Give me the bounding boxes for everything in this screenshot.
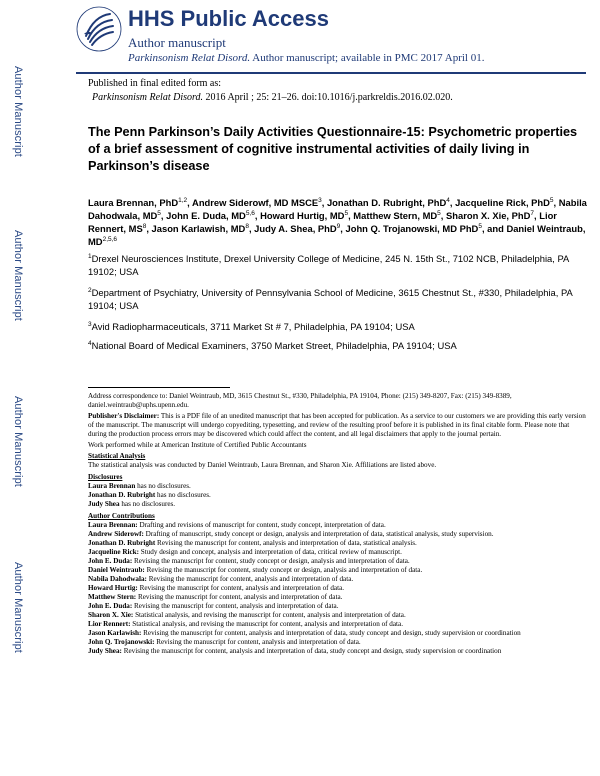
- author-name: Jason Karlawish, MD: [151, 223, 246, 234]
- author-separator: ,: [340, 223, 346, 234]
- person-name: Laura Brennan: [88, 482, 136, 490]
- author-affiliation-marker: 5,6: [245, 209, 255, 217]
- author-separator: ,: [348, 210, 354, 221]
- person-name: Daniel Weintraub:: [88, 566, 145, 574]
- author-separator: ,: [440, 210, 446, 221]
- person-name: Lior Rennert:: [88, 620, 131, 628]
- footnotes: [88, 392, 588, 659]
- affiliation-text: Avid Radiopharmaceuticals, 3711 Market St # 7, Philadelphia, PA 19104; USA: [91, 321, 415, 332]
- author-affiliation-marker: 1,2: [178, 196, 188, 204]
- publisher-disclaimer: [88, 412, 588, 439]
- affiliation-text: Department of Psychiatry, University of Pennsylvania School of Medicine, 3615 Chestnut St., #330, Philadelphia, PA 19104; USA: [88, 287, 573, 311]
- person-text: Revising the manuscript for content, analysis and interpretation of data, statistical analysis.: [155, 539, 417, 547]
- person-name: Andrew Siderowf:: [88, 530, 144, 538]
- hhs-eagle-logo-icon: [76, 6, 122, 52]
- author-name: Lior Rennert, MS: [88, 210, 557, 234]
- author-name: Sharon X. Xie, PhD: [446, 210, 531, 221]
- contribution-item: [88, 566, 588, 575]
- citation-line: [88, 91, 453, 105]
- person-name: Jonathan D. Rubright: [88, 539, 156, 547]
- author-name: Jonathan D. Rubright, PhD: [326, 197, 447, 208]
- disclosure-item: [88, 482, 588, 491]
- contribution-item: [88, 638, 588, 647]
- contribution-item: [88, 611, 588, 620]
- person-text: Statistical analysis, and revising the manuscript for content, analysis and interpretation of data.: [130, 620, 403, 628]
- person-text: has no disclosures.: [135, 482, 191, 490]
- person-text: Drafting of manuscript, study concept or design, analysis and interpretation of data, statistical analysis, study supervision.: [143, 530, 494, 538]
- author-affiliation-marker: 2,5,6: [102, 235, 118, 243]
- author-separator: ,: [553, 197, 559, 208]
- affiliation-text: Drexel Neurosciences Institute, Drexel University College of Medicine, 245 N. 15th St., 7102 NCB, Philadelphia, PA 19102; USA: [88, 253, 569, 277]
- author-name: Howard Hurtig, MD: [260, 210, 345, 221]
- person-text: has no disclosures.: [119, 500, 176, 508]
- author-affiliation-marker: 8: [245, 222, 249, 230]
- author-separator: ,: [160, 210, 167, 221]
- hhs-header: [76, 6, 586, 74]
- author-list: [88, 196, 588, 248]
- author-separator: ,: [449, 197, 456, 208]
- person-text: Revising the manuscript for content, study concept or design, analysis and interpretation of data.: [144, 566, 423, 574]
- published-label: Published in final edited form as:: [88, 78, 222, 89]
- work-note: Work performed while at American Institute of Certified Public Accountants: [88, 441, 307, 449]
- sidebar-author-manuscript-label: Author Manuscript: [12, 562, 24, 653]
- person-name: Jonathan D. Rubright: [88, 491, 156, 499]
- affiliation-number: 2: [88, 286, 92, 294]
- statistical-analysis-section: [88, 452, 588, 470]
- header-divider: [76, 72, 586, 74]
- author-name: Judy A. Shea, PhD: [254, 223, 337, 234]
- author-affiliation-marker: 5: [157, 209, 161, 217]
- author-separator: ,: [254, 210, 261, 221]
- author-affiliation-marker: 7: [530, 209, 535, 217]
- citation-journal: Parkinsonism Relat Disord.: [92, 92, 204, 103]
- citation-details: 2016 April ; 25: 21–26. doi:10.1016/j.parkreldis.2016.02.020.: [203, 92, 453, 103]
- affiliation-number: 3: [88, 320, 92, 328]
- statistical-analysis-heading: Statistical Analysis: [88, 452, 146, 460]
- author-name: John Q. Trojanowski, MD PhD: [345, 223, 479, 234]
- author-name: John E. Duda, MD: [166, 210, 246, 221]
- person-text: Revising the manuscript for content, analysis and interpretation of data.: [137, 584, 345, 592]
- article-title: The Penn Parkinson’s Daily Activities Questionnaire-15: Psychometric properties of a brief assessment of cognitive instrumental activities of daily living in Parkinson’s disease: [88, 125, 578, 173]
- footnote-divider: [88, 387, 230, 388]
- person-text: Revising the manuscript for content, analysis and interpretation of data, study concept and design, study supervision or coordination: [141, 629, 521, 637]
- contribution-item: [88, 629, 588, 638]
- disclosure-item: [88, 491, 588, 500]
- person-name: John Q. Trojanowski:: [88, 638, 155, 646]
- contribution-item: [88, 557, 588, 566]
- author-affiliation-marker: 4: [446, 196, 450, 204]
- sidebar-author-manuscript-label: Author Manuscript: [12, 230, 24, 321]
- author-affiliation-marker: 5: [549, 196, 554, 204]
- affiliation-number: 1: [88, 252, 92, 260]
- contribution-item: [88, 530, 588, 539]
- contribution-item: [88, 575, 588, 584]
- author-manuscript-subtitle: Author manuscript: [128, 35, 226, 50]
- author-separator: ,: [321, 197, 327, 208]
- person-name: Howard Hurtig:: [88, 584, 138, 592]
- author-name: Nabila Dahodwala, MD: [88, 197, 587, 221]
- contribution-item: [88, 584, 588, 593]
- contribution-item: [88, 620, 588, 629]
- sidebar-author-manuscript-label: Author Manuscript: [12, 396, 24, 487]
- availability-text: Author manuscript; available in PMC 2017 April 01.: [250, 52, 485, 64]
- person-name: John E. Duda:: [88, 557, 133, 565]
- affiliation-1: [88, 252, 588, 278]
- person-name: Sharon X. Xie:: [88, 611, 134, 619]
- person-text: Study design and concept, analysis and interpretation of data, critical review of manuscript.: [138, 548, 402, 556]
- author-separator: ,: [248, 223, 255, 234]
- contribution-item: [88, 593, 588, 602]
- disclaimer-label: Publisher's Disclaimer:: [88, 412, 160, 420]
- journal-name: Parkinsonism Relat Disord.: [128, 52, 251, 64]
- person-name: Judy Shea: [88, 500, 120, 508]
- disclaimer-text: This is a PDF file of an unedited manuscript that has been accepted for publication. As a service to our customers we are providing this early version of the manuscript. The manuscript will undergo copyediting, typesetting, and review of the resulting proof before it is published in its final citable form. Please note that during the production process errors may be discovered which could affect the content, and all legal disclaimers that apply to the journal pertain.: [88, 412, 586, 438]
- person-name: John E. Duda:: [88, 602, 133, 610]
- person-text: Revising the manuscript for content, study concept or design, analysis and interpretation of data.: [132, 557, 410, 565]
- author-separator: , and: [481, 223, 507, 234]
- author-affiliation-marker: 3: [318, 196, 322, 204]
- author-affiliation-marker: 9: [336, 222, 341, 230]
- affiliation-text: National Board of Medical Examiners, 3750 Market Street, Philadelphia, PA 19104; USA: [91, 340, 457, 351]
- affiliation-3: [88, 320, 588, 333]
- affiliation-4: [88, 339, 588, 352]
- disclosures-list: [88, 482, 588, 509]
- author-name: Jacqueline Rick, PhD: [455, 197, 550, 208]
- hhs-public-access-title: HHS Public Access: [128, 6, 329, 31]
- person-text: Revising the manuscript for content, analysis and interpretation of data.: [146, 575, 354, 583]
- author-affiliation-marker: 8: [142, 222, 147, 230]
- statistical-analysis-text: The statistical analysis was conducted by Daniel Weintraub, Laura Brennan, and Sharon Xie. Affiliations are listed above.: [88, 461, 437, 469]
- person-text: Revising the manuscript for content, analysis and interpretation of data.: [132, 602, 339, 610]
- person-text: Revising the manuscript for content, analysis and interpretation of data.: [154, 638, 361, 646]
- author-affiliation-marker: 5: [478, 222, 482, 230]
- contributions-section: [88, 512, 588, 656]
- author-name: Laura Brennan, PhD: [88, 197, 179, 208]
- author-separator: ,: [187, 197, 193, 208]
- journal-availability-line: [128, 52, 484, 64]
- author-name: Matthew Stern, MD: [353, 210, 438, 221]
- disclosures-section: [88, 473, 588, 509]
- person-text: Revising the manuscript for content, analysis and interpretation of data, study concept and design, study supervision or coordination: [121, 647, 502, 655]
- author-affiliation-marker: 5: [437, 209, 441, 217]
- person-text: has no disclosures.: [155, 491, 211, 499]
- sidebar-author-manuscript-label: Author Manuscript: [12, 66, 24, 157]
- author-separator: ,: [146, 223, 152, 234]
- person-text: Drafting and revisions of manuscript for content, study concept, interpretation of data.: [137, 521, 386, 529]
- contributions-list: [88, 521, 588, 656]
- publication-info: [88, 77, 453, 105]
- contribution-item: [88, 647, 588, 656]
- correspondence-address: Address correspondence to: Daniel Weintraub, MD, 3615 Chestnut St., #330, Philadelphia, PA 19104, Phone: (215) 349-8207, Fax: (215) 349-8389, daniel.weintraub@uphs.upenn.edu.: [88, 392, 512, 409]
- affiliation-number: 4: [88, 339, 92, 347]
- contribution-item: [88, 539, 588, 548]
- person-text: Revising the manuscript for content, analysis and interpretation of data.: [136, 593, 343, 601]
- author-name: Andrew Siderowf, MD MSCE: [192, 197, 319, 208]
- person-name: Nabila Dahodwala:: [88, 575, 147, 583]
- person-name: Matthew Stern:: [88, 593, 137, 601]
- author-separator: ,: [534, 210, 540, 221]
- disclosure-item: [88, 500, 588, 509]
- contribution-item: [88, 602, 588, 611]
- contributions-heading: Author Contributions: [88, 512, 155, 520]
- person-name: Judy Shea:: [88, 647, 122, 655]
- author-name: Daniel Weintraub, MD: [88, 223, 586, 247]
- affiliation-2: [88, 286, 588, 312]
- person-name: Jason Karlawish:: [88, 629, 142, 637]
- person-name: Jacqueline Rick:: [88, 548, 139, 556]
- person-name: Laura Brennan:: [88, 521, 138, 529]
- author-affiliation-marker: 5: [344, 209, 349, 217]
- disclosures-heading: Disclosures: [88, 473, 123, 481]
- person-text: Statistical analysis, and revising the manuscript for content, analysis and interpretation of data.: [133, 611, 406, 619]
- contribution-item: [88, 548, 588, 557]
- contribution-item: [88, 521, 588, 530]
